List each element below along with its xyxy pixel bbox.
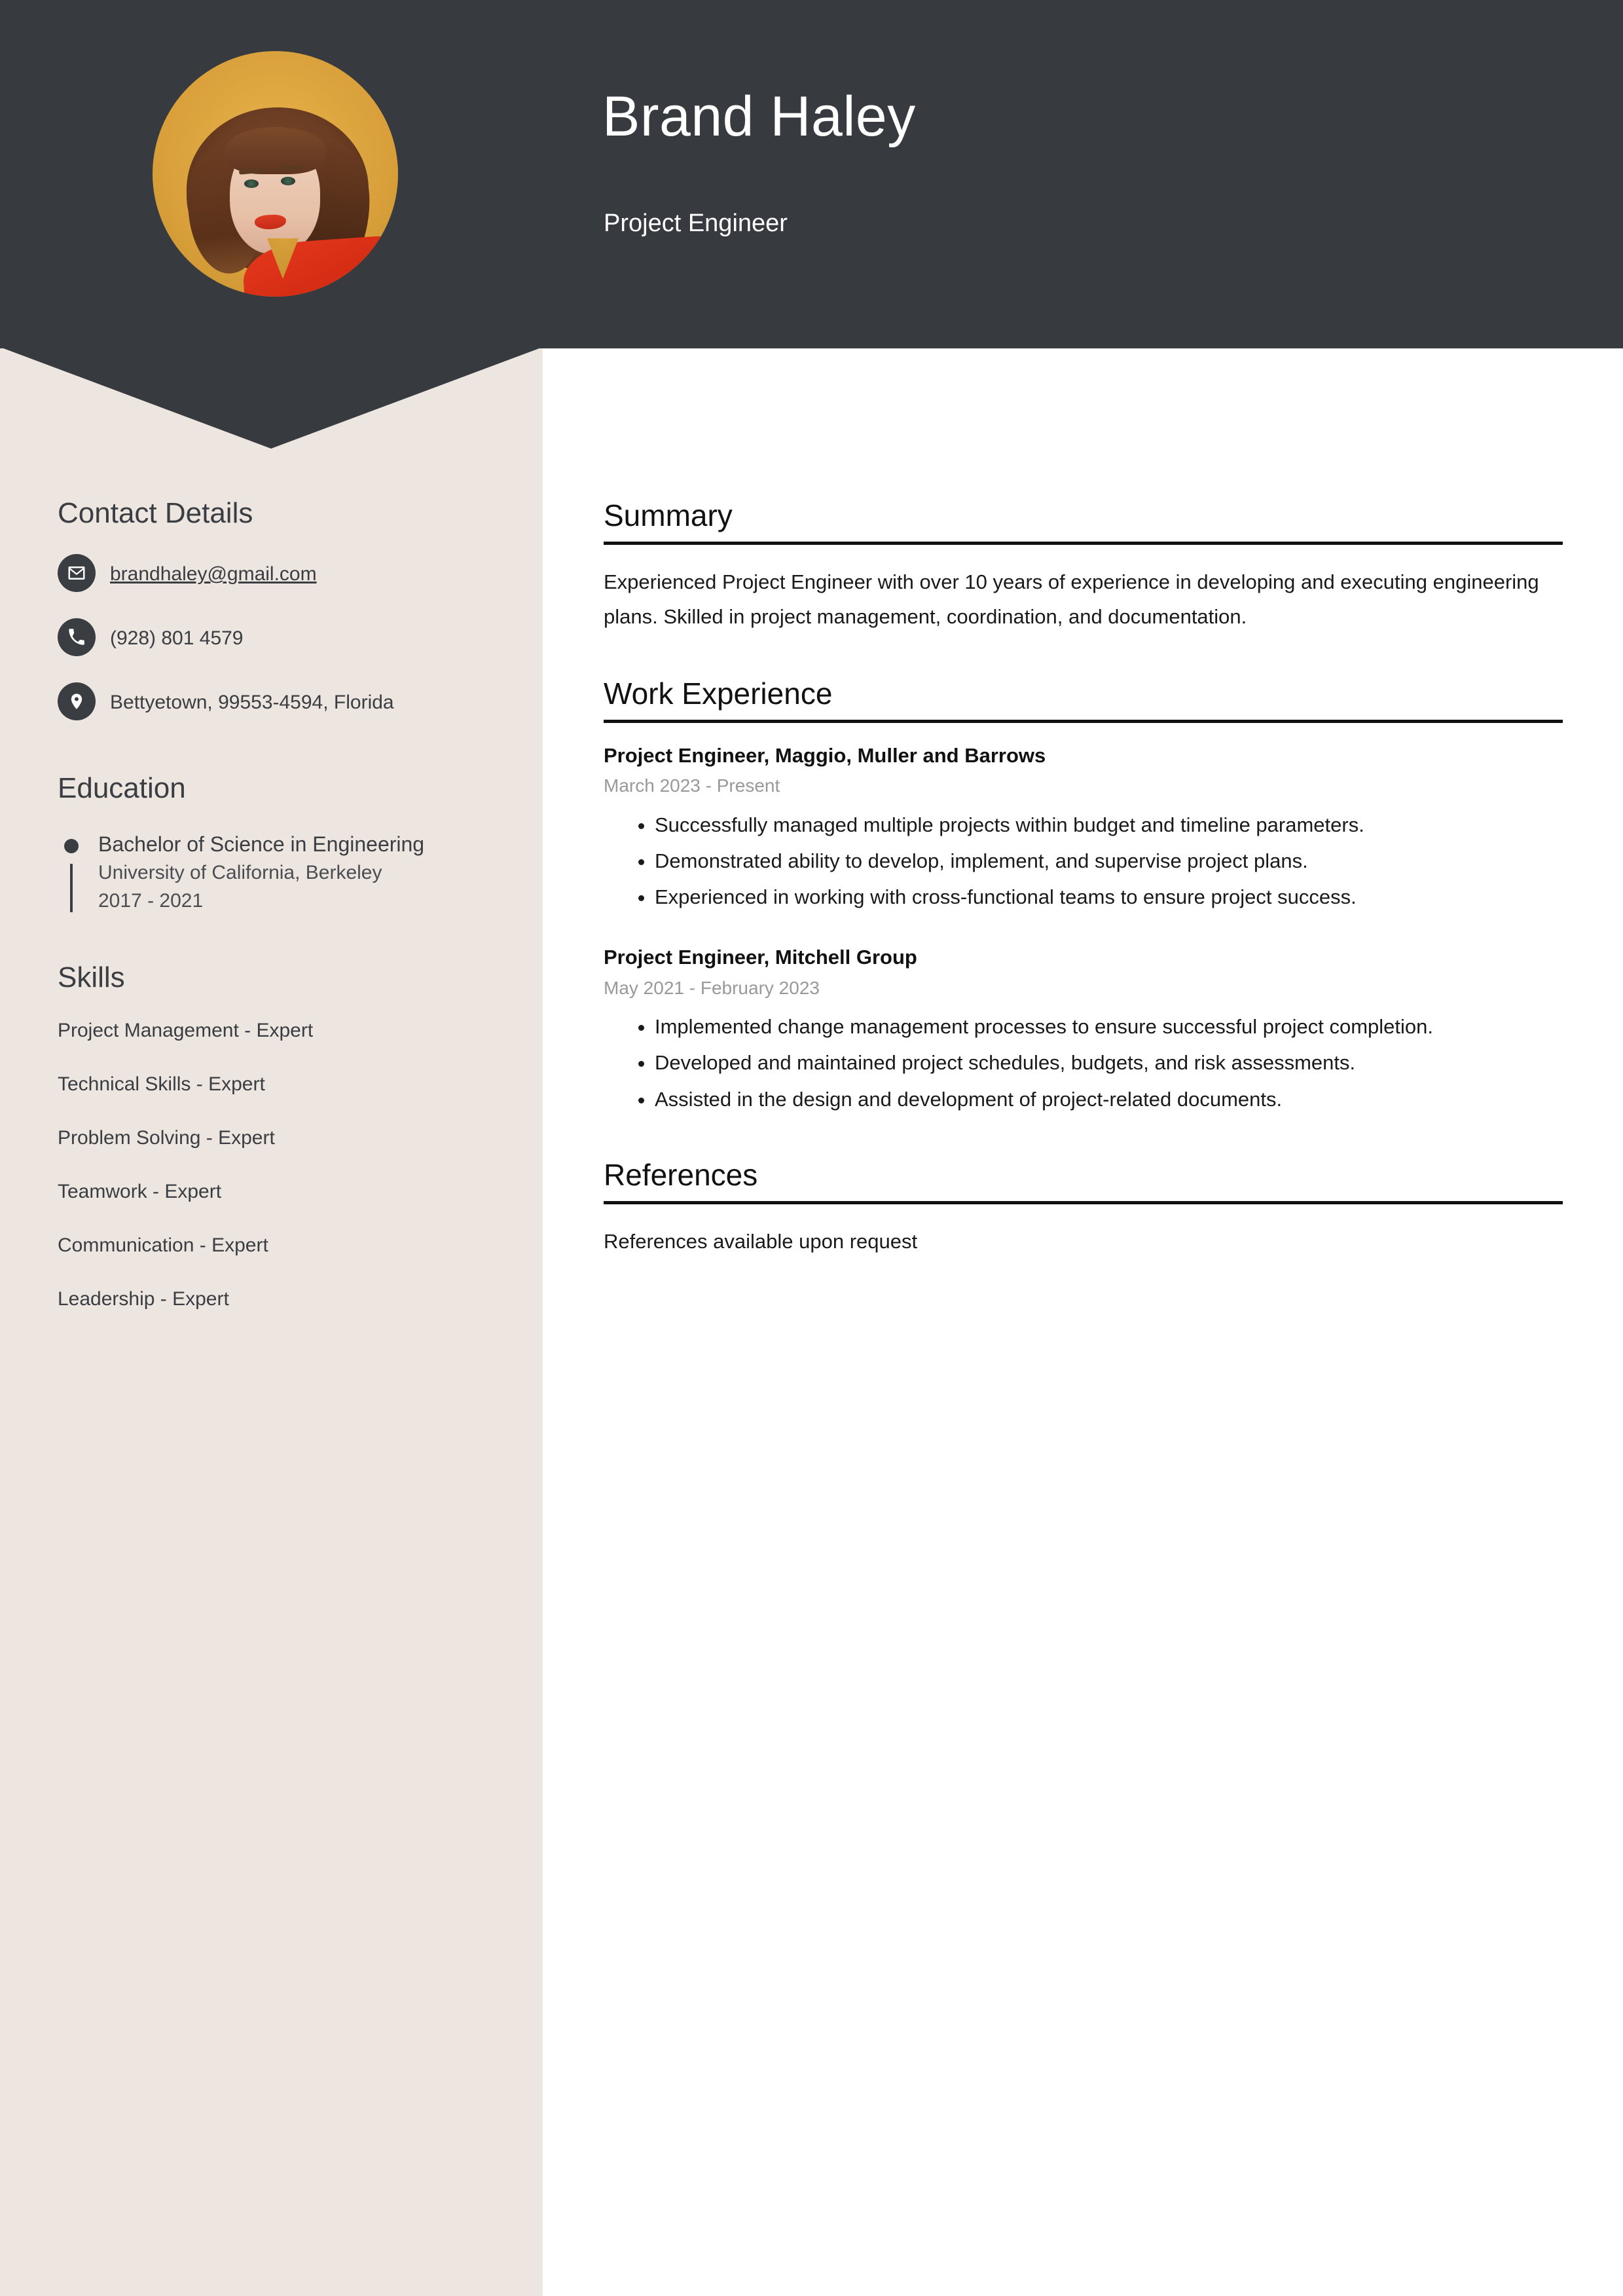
contact-item-address[interactable] [58, 682, 490, 720]
section-divider [604, 720, 1563, 723]
page-title: Brand Haley [602, 85, 916, 148]
job-bullet: • Demonstrated ability to develop, implement, and supervise project plans. [655, 843, 1563, 878]
education-section [58, 773, 490, 915]
avatar [153, 51, 398, 297]
job-dates: March 2023 - Present [604, 775, 780, 796]
sidebar [58, 498, 490, 1341]
location-pin-icon [58, 682, 96, 720]
contact-phone-value[interactable]: (928) 801 4579 [110, 627, 244, 650]
bullet-dot-icon [64, 839, 79, 853]
contact-item-phone[interactable] [58, 618, 490, 656]
contact-details-heading: Contact Details [58, 497, 253, 529]
skill-item: Project Management - Expert [58, 1019, 314, 1041]
contact-item-email[interactable] [58, 554, 490, 592]
skill-item: Communication - Expert [58, 1234, 268, 1256]
work-experience-heading: Work Experience [604, 676, 833, 711]
summary-heading: Summary [604, 498, 733, 532]
education-entry [58, 830, 490, 916]
section-divider [604, 542, 1563, 545]
job-bullet: • Developed and maintained project schedules, budgets, and risk assessments. [655, 1045, 1563, 1080]
skill-item: Problem Solving - Expert [58, 1126, 275, 1149]
contact-address-value[interactable]: Bettyetown, 99553-4594, Florida [110, 692, 394, 714]
contact-details-section [58, 498, 490, 720]
summary-section [604, 499, 1563, 634]
job-title: Project Engineer, Mitchell Group [604, 946, 917, 969]
email-icon [58, 554, 96, 592]
references-heading: References [604, 1158, 758, 1193]
education-heading: Education [58, 772, 186, 805]
references-text: References available upon request [604, 1229, 918, 1253]
job-bullet: • Successfully managed multiple projects within budget and timeline parameters. [655, 807, 1563, 842]
skills-heading: Skills [58, 961, 125, 994]
education-degree: Bachelor of Science in Engineering [98, 832, 425, 856]
job-bullet-list [604, 807, 1563, 915]
job-bullet: • Assisted in the design and development of project-related documents. [655, 1082, 1563, 1117]
references-section [604, 1158, 1563, 1259]
skill-item: Leadership - Expert [58, 1287, 229, 1310]
skill-item: Teamwork - Expert [58, 1180, 222, 1202]
main-content [604, 499, 1563, 1259]
work-experience-section [604, 677, 1563, 1117]
job-role-subtitle: Project Engineer [604, 210, 788, 237]
job-bullet: • Experienced in working with cross-functional teams to ensure project success. [655, 880, 1563, 914]
phone-icon [58, 618, 96, 656]
summary-text: Experienced Project Engineer with over 10 years of experience in developing and executing engineering plans. Skilled in project management, coordination, and documentation. [604, 570, 1539, 628]
skill-item: Technical Skills - Expert [58, 1073, 265, 1095]
job-bullet-list [604, 1009, 1563, 1117]
job-bullet: • Implemented change management processes to ensure successful project completion. [655, 1009, 1563, 1044]
section-divider [604, 1201, 1563, 1204]
timeline-line [70, 864, 73, 913]
job-entry [604, 743, 1563, 915]
education-school: University of California, Berkeley [98, 862, 382, 884]
contact-email-value[interactable]: brandhaley@gmail.com [110, 563, 317, 585]
skills-section [58, 962, 490, 1310]
job-title: Project Engineer, Maggio, Muller and Barrows [604, 743, 1046, 767]
job-entry [604, 944, 1563, 1117]
education-years: 2017 - 2021 [98, 889, 204, 912]
job-dates: May 2021 - February 2023 [604, 977, 820, 998]
portrait-photo [153, 51, 398, 297]
